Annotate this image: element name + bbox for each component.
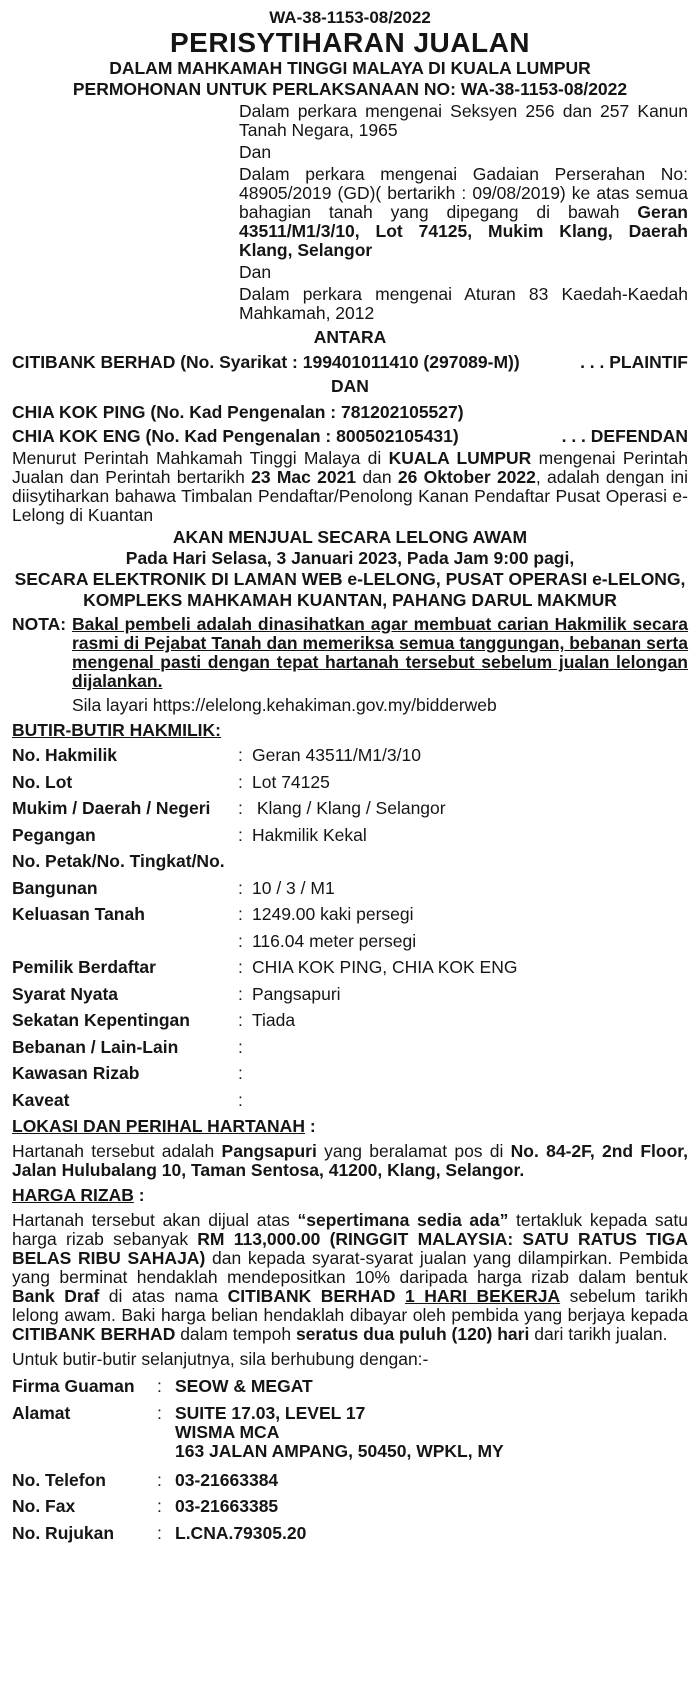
- title-detail-label: No. Hakmilik: [12, 745, 118, 765]
- nota-text: Bakal pembeli adalah dinasihatkan agar membuat carian Hakmilik secara rasmi di Pejabat Tanah dan memeriksa semua tanggungan, bebanan serta mengenal pasti dengan tepat hartanah tersebut sebelum jualan lelongan dijalankan.: [72, 614, 688, 691]
- defendant-2-name: CHIA KOK ENG (No. Kad Pengenalan : 800502105431): [12, 426, 459, 446]
- firm-name: SEOW & MEGAT: [175, 1376, 313, 1396]
- reference-value: L.CNA.79305.20: [175, 1522, 307, 1543]
- title-detail-value: Hakmilik Kekal: [252, 824, 367, 845]
- title-detail-value: CHIA KOK PING, CHIA KOK ENG: [252, 957, 518, 977]
- title-detail-label: Syarat Nyata: [12, 983, 119, 1004]
- address-value: SUITE 17.03, LEVEL 17 WISMA MCA 163 JALAN AMPANG, 50450, WPKL, MY: [175, 1402, 504, 1461]
- title-detail-label: No. Lot: [12, 771, 73, 792]
- title-detail-label: Bebanan / Lain-Lain: [12, 1036, 179, 1057]
- nota-label: NOTA:: [12, 614, 67, 634]
- fax-label: No. Fax: [12, 1496, 76, 1516]
- title-detail-row: [12, 848, 688, 875]
- defendant-2-line: [12, 425, 688, 447]
- title-detail-separator: :: [238, 1010, 243, 1030]
- title-detail-row: [12, 901, 688, 928]
- title-detail-separator: :: [238, 930, 243, 951]
- court-order-paragraph: Menurut Perintah Mahkamah Tinggi Malaya di KUALA LUMPUR mengenai Perintah Jualan dan Perintah bertarikh 23 Mac 2021 dan 26 Oktober 2022, adalah dengan ini diisytiharkan bahawa Timbalan Pendaftar/Penolong Kanan Pendaftar Pusat Operasi e-Lelong di Kuantan: [12, 448, 688, 525]
- matter-3: Dalam perkara mengenai Aturan 83 Kaedah-Kaedah Mahkamah, 2012: [239, 284, 688, 323]
- title-detail-row: [12, 981, 688, 1008]
- title-detail-row: [12, 769, 688, 796]
- title-detail-row: [12, 742, 688, 769]
- title-detail-value: Klang / Klang / Selangor: [252, 798, 446, 818]
- title-detail-row: [12, 1060, 688, 1087]
- title-detail-separator: :: [238, 1089, 243, 1110]
- auction-line-4: KOMPLEKS MAHKAMAH KUANTAN, PAHANG DARUL MAKMUR: [83, 590, 617, 610]
- title-detail-row: [12, 954, 688, 981]
- matter-dan-2: Dan: [239, 262, 272, 282]
- dan-heading: DAN: [331, 376, 369, 396]
- title-detail-value: 10 / 3 / M1: [252, 877, 335, 898]
- auction-line-3: SECARA ELEKTRONIK DI LAMAN WEB e-LELONG, PUSAT OPERASI e-LELONG,: [14, 569, 686, 589]
- title-details-heading: BUTIR-BUTIR HAKMILIK:: [12, 720, 221, 740]
- application-number: PERMOHONAN UNTUK PERLAKSANAAN NO: WA-38-1153-08/2022: [72, 79, 628, 99]
- contact-intro: Untuk butir-butir selanjutnya, sila berhubung dengan:-: [12, 1349, 429, 1369]
- reserve-heading: HARGA RIZAB :: [12, 1185, 145, 1205]
- nota-block: [12, 615, 688, 691]
- contact-row-reference: No. Rujukan : L.CNA.79305.20: [12, 1520, 688, 1547]
- title-detail-row: [12, 822, 688, 849]
- antara-heading: ANTARA: [313, 327, 387, 347]
- title-detail-row: [12, 1007, 688, 1034]
- document-title: PERISYTIHARAN JUALAN: [169, 27, 531, 58]
- title-detail-separator: :: [238, 798, 243, 818]
- phone-label: No. Telefon: [12, 1469, 106, 1490]
- title-detail-value: [252, 1087, 688, 1114]
- title-detail-label: Kaveat: [12, 1089, 70, 1110]
- defendant-role: . . . DEFENDAN: [561, 426, 688, 446]
- title-detail-value: Geran 43511/M1/3/10: [252, 745, 421, 765]
- contact-row-firm: Firma Guaman : SEOW & MEGAT: [12, 1373, 688, 1400]
- title-detail-value: 116.04 meter persegi: [252, 930, 417, 951]
- title-detail-row: [12, 795, 688, 822]
- title-detail-value: [252, 848, 688, 875]
- firm-label: Firma Guaman: [12, 1376, 135, 1396]
- title-detail-label: Kawasan Rizab: [12, 1063, 140, 1083]
- matter-2: Dalam perkara mengenai Gadaian Perserahan No: 48905/2019 (GD)( bertarikh : 09/08/2019) ke atas semua bahagian tanah yang dipegang di bawah Geran 43511/M1/3/10, Lot 74125, Mukim Klang, Daerah Klang, Selangor: [239, 164, 688, 260]
- title-detail-row: [12, 1034, 688, 1061]
- defendant-1-line: [12, 401, 688, 423]
- phone-number: 03-21663384: [175, 1469, 279, 1490]
- reference-number: WA-38-1153-08/2022: [269, 8, 431, 27]
- court-name: DALAM MAHKAMAH TINGGI MALAYA DI KUALA LUMPUR: [109, 58, 591, 78]
- title-detail-separator: :: [238, 877, 243, 898]
- title-detail-separator: :: [238, 983, 243, 1004]
- title-detail-label: Mukim / Daerah / Negeri: [12, 798, 211, 818]
- matter-dan-1: Dan: [239, 142, 272, 162]
- contact-table: [12, 1373, 688, 1546]
- title-detail-label: Pemilik Berdaftar: [12, 957, 156, 977]
- matter-1: Dalam perkara mengenai Seksyen 256 dan 257 Kanun Tanah Negara, 1965: [239, 101, 688, 140]
- title-detail-row: [12, 928, 688, 955]
- title-detail-label: Bangunan: [12, 877, 98, 898]
- location-paragraph: Hartanah tersebut adalah Pangsapuri yang beralamat pos di No. 84-2F, 2nd Floor, Jalan Hulubalang 10, Taman Sentosa, 41200, Klang, Selangor.: [12, 1141, 688, 1180]
- title-detail-label: No. Petak/No. Tingkat/No.: [12, 851, 225, 871]
- nota-website: Sila layari https://elelong.kehakiman.gov.my/bidderweb: [72, 695, 497, 715]
- title-detail-label: Keluasan Tanah: [12, 904, 145, 924]
- location-heading: LOKASI DAN PERIHAL HARTANAH :: [12, 1116, 316, 1136]
- title-detail-value: Pangsapuri: [252, 983, 341, 1004]
- title-detail-row: [12, 875, 688, 902]
- title-detail-value: [252, 1034, 688, 1061]
- auction-line-2: Pada Hari Selasa, 3 Januari 2023, Pada Jam 9:00 pagi,: [125, 548, 575, 568]
- title-detail-separator: :: [238, 745, 243, 765]
- title-details-table: [12, 742, 688, 1113]
- title-detail-value: 1249.00 kaki persegi: [252, 904, 414, 924]
- defendant-1-name: CHIA KOK PING (No. Kad Pengenalan : 781202105527): [12, 402, 464, 422]
- title-detail-separator: [238, 848, 252, 875]
- title-detail-label: Pegangan: [12, 824, 96, 845]
- plaintiff-role: . . . PLAINTIF: [580, 352, 688, 372]
- plaintiff-line: [12, 351, 688, 373]
- address-label: Alamat: [12, 1402, 71, 1423]
- title-detail-separator: :: [238, 957, 243, 977]
- title-detail-value: [252, 1060, 688, 1087]
- title-detail-row: [12, 1087, 688, 1114]
- contact-row-address: Alamat : SUITE 17.03, LEVEL 17 WISMA MCA 163 JALAN AMPANG, 50450, WPKL, MY: [12, 1404, 688, 1461]
- fax-number: 03-21663385: [175, 1496, 279, 1516]
- reserve-paragraph: Hartanah tersebut akan dijual atas “sepertimana sedia ada” tertakluk kepada satu harga rizab sebanyak RM 113,000.00 (RINGGIT MALAYSIA: SATU RATUS TIGA BELAS RIBU SAHAJA) dan kepada syarat-syarat jualan yang dilampirkan. Pembida yang berminat hendaklah mendepositkan 10% daripada harga rizab dalam bentuk Bank Draf di atas nama CITIBANK BERHAD 1 HARI BEKERJA sebelum tarikh lelong awam. Baki harga belian hendaklah dibayar oleh pembida yang berjaya kepada CITIBANK BERHAD dalam tempoh seratus dua puluh (120) hari dari tarikh jualan.: [12, 1210, 688, 1344]
- title-detail-separator: :: [238, 1036, 243, 1057]
- plaintiff-name: CITIBANK BERHAD (No. Syarikat : 199401011410 (297089-M)): [12, 352, 520, 372]
- reference-label: No. Rujukan: [12, 1522, 115, 1543]
- title-detail-separator: :: [238, 1063, 243, 1083]
- title-detail-value: Tiada: [252, 1010, 296, 1030]
- title-detail-label: [12, 928, 238, 955]
- contact-row-fax: No. Fax : 03-21663385: [12, 1493, 688, 1520]
- title-detail-separator: :: [238, 771, 243, 792]
- title-detail-separator: :: [238, 824, 243, 845]
- title-detail-label: Sekatan Kepentingan: [12, 1010, 190, 1030]
- contact-row-phone: No. Telefon : 03-21663384: [12, 1467, 688, 1494]
- auction-line-1: AKAN MENJUAL SECARA LELONG AWAM: [172, 527, 528, 547]
- title-detail-separator: :: [238, 904, 243, 924]
- title-detail-value: Lot 74125: [252, 771, 330, 792]
